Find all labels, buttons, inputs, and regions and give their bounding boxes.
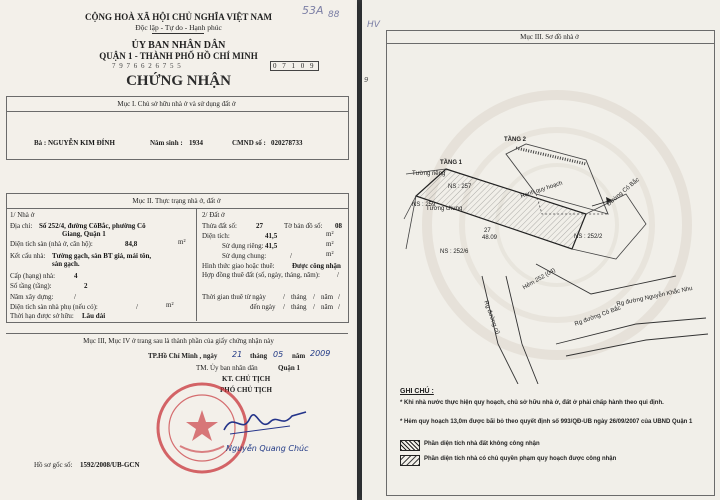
country-header: CỘNG HOÀ XÃ HỘI CHỦ NGHĨA VIỆT NAM <box>85 12 272 22</box>
map-sheet-label: Tờ bản đồ số: <box>284 222 323 230</box>
owner-name: NGUYỄN KIM ĐÍNH <box>48 139 115 147</box>
tm-label: TM. Ủy ban nhân dân <box>196 364 258 372</box>
lease-from-month-label: tháng <box>291 293 307 301</box>
note-2: * Hẻm quy hoạch 13,0m được bãi bỏ theo quyết định số 993/QĐ-UB ngày 26/09/2007 của UBND Quận 1 <box>400 419 693 425</box>
parcel-area: 48.09 <box>482 235 498 241</box>
structure-label: Kết cấu nhà: <box>10 252 46 260</box>
ownership-term-value: Lâu dài <box>82 312 106 320</box>
floor-area-unit: m² <box>178 238 186 246</box>
signer-name: Nguyễn Quang Chúc <box>226 444 309 453</box>
alley-label: Hẻm 252 (04) <box>522 267 557 292</box>
lease-to-year: / <box>338 303 340 311</box>
year-label: Năm xây dựng: <box>10 293 54 301</box>
floors-value: 2 <box>84 282 88 290</box>
structure-value: Tường gạch, sàn BT giả, mái tôn, <box>52 252 152 260</box>
section3-note: Mục III, Mục IV ở trang sau là thành phần của giấy chứng nhận này <box>83 337 274 345</box>
scale-top-label: Ranh quy hoạch <box>520 180 564 200</box>
common-use-value: / <box>290 252 292 260</box>
grade-value: 4 <box>74 272 78 280</box>
address-label: Địa chỉ: <box>10 222 33 230</box>
lease-to-day: / <box>283 303 285 311</box>
private-use-value: 41,5 <box>265 242 278 250</box>
serial-digits: 7 9 7 6 6 2 6 7 5 5 <box>112 62 182 70</box>
lease-contract-label: Hợp đồng thuê đất (số, ngày, tháng, năm): <box>202 271 320 279</box>
motto-underline <box>152 33 204 34</box>
grade-label: Cấp (hạng) nhà: <box>10 272 56 280</box>
certificate-front-page <box>0 0 357 500</box>
map-sheet-value: 08 <box>335 222 342 230</box>
address-value-2: Giang, Quận 1 <box>62 230 106 238</box>
certificate-back-page <box>362 0 720 500</box>
corner-handwritten-note: 53A <box>302 4 324 17</box>
id-number: 020278733 <box>271 139 303 147</box>
land-area-unit: m² <box>326 230 334 238</box>
parcel-number: 27 <box>484 228 491 234</box>
lease-from-day: / <box>283 293 285 301</box>
section3-top-line <box>6 333 348 334</box>
district-name: QUẬN 1 - THÀNH PHỐ HỒ CHÍ MINH <box>99 51 258 61</box>
land-form-label: Hình thức giao hoặc thuê: <box>202 262 275 270</box>
lease-to-label: đến ngày <box>250 303 276 311</box>
birth-year: 1934 <box>189 139 203 147</box>
deputy-chairman: PHÓ CHỦ TỊCH <box>220 386 272 394</box>
parcel-label: Thửa đất số: <box>202 222 237 230</box>
lease-contract-value: / <box>337 271 339 279</box>
wall-private-label: Tường riêng <box>412 171 446 177</box>
common-use-label: Sử dụng chung: <box>222 252 267 260</box>
lease-from-year: / <box>338 293 340 301</box>
lease-from-year-label: năm <box>321 293 334 301</box>
private-use-label: Sử dụng riêng: <box>222 242 264 250</box>
land-form-value: Được công nhận <box>292 262 341 270</box>
alley-side-label: Rg đường cũ <box>482 300 501 336</box>
lot-left-label: NS : 257 <box>448 184 472 190</box>
owner-label: Bà : <box>34 139 47 147</box>
section1-divider <box>6 111 348 112</box>
land-area-value: 41,5 <box>265 232 278 240</box>
shared-area-unit: m² <box>166 301 174 309</box>
issue-day: 21 <box>232 350 243 359</box>
serial-boxed: 0 7 1 0 9 <box>270 61 319 71</box>
corner-handwritten-note-2: 88 <box>328 10 340 20</box>
lease-from-month: / <box>313 293 315 301</box>
house-heading: 1/ Nhà ở <box>10 211 35 219</box>
issue-month-label: tháng <box>250 352 268 360</box>
ownership-term-label: Thời hạn được sở hữu: <box>10 312 74 320</box>
lease-to-month-label: tháng <box>291 303 307 311</box>
issue-year-label: năm <box>292 352 306 360</box>
floor-2-label: TẦNG 2 <box>504 137 527 143</box>
floors-label: Số tầng (tầng): <box>10 282 52 290</box>
legend-swatch-2 <box>400 455 420 466</box>
kt-chairman: KT. CHỦ TỊCH <box>222 375 271 383</box>
lot-right-label: NS : 252/2 <box>574 234 603 240</box>
street-3-label: Rg đường Nguyễn Khắc Nhu <box>616 285 694 308</box>
year-value: / <box>74 293 76 301</box>
motto: Độc lập - Tự do - Hạnh phúc <box>135 23 222 32</box>
house-plan-diagram <box>386 44 713 384</box>
private-use-unit: m² <box>326 240 334 248</box>
registration-number: 1592/2008/UB-GCN <box>80 461 140 469</box>
legend-swatch-1 <box>400 440 420 451</box>
tm-value: Quận 1 <box>278 364 300 372</box>
diagram-heading: Mục III. Sơ đồ nhà ở <box>520 33 579 41</box>
id-label: CMND số : <box>232 139 266 147</box>
issue-month: 05 <box>273 350 284 359</box>
street-1-label: Đường Cô Bắc <box>606 177 641 208</box>
floor-area-label: Diện tích sàn (nhà ở, căn hộ): <box>10 240 93 248</box>
legend-2: Phần diện tích nhà có chủ quyền phạm quy hoạch được công nhận <box>424 456 617 462</box>
legend-1: Phần diện tích nhà đất không công nhận <box>424 441 540 447</box>
margin-number: 9 <box>364 76 369 84</box>
signature <box>220 402 310 440</box>
notes-heading: GHI CHÚ : <box>400 388 434 395</box>
place-date-label: TP.Hồ Chí Minh , ngày <box>148 352 218 360</box>
floor-1-label: TẦNG 1 <box>440 160 463 166</box>
structure-value-2: sàn gạch. <box>52 260 80 268</box>
birth-label: Năm sinh : <box>150 139 183 147</box>
issue-year: 2009 <box>310 349 331 358</box>
shared-area-label: Diện tích sàn nhà phụ (nếu có): <box>10 303 98 311</box>
lease-to-year-label: năm <box>321 303 334 311</box>
corner-handwritten-note: HV <box>367 20 380 30</box>
certificate-title: CHỨNG NHẬN <box>126 73 231 89</box>
section2-divider <box>6 208 348 209</box>
shared-area-value: / <box>136 303 138 311</box>
lot-bottom-label: NS : 252/6 <box>440 249 469 255</box>
land-area-label: Diện tích: <box>202 232 230 240</box>
section2-heading: Mục II. Thực trạng nhà ở, đất ở <box>132 197 221 205</box>
street-2-label: Rg đường Cô Bắc <box>574 305 622 328</box>
section2-column-divider <box>196 208 197 321</box>
land-heading: 2/ Đất ở <box>202 211 225 219</box>
lease-to-month: / <box>313 303 315 311</box>
committee-name: ỦY BAN NHÂN DÂN <box>131 40 226 51</box>
lot-left-2-label: NS : 259 <box>412 202 436 208</box>
lease-from-label: Thời gian thuê từ ngày <box>202 293 266 301</box>
registration-label: Hồ sơ gốc số: <box>34 461 73 469</box>
note-1: * Khi nhà nước thực hiện quy hoạch, chủ sở hữu nhà ở, đất ở phải chấp hành theo qui định. <box>400 400 664 406</box>
wall-shared-label: Tường chung <box>426 206 463 212</box>
parcel-value: 27 <box>256 222 263 230</box>
floor-area-value: 84,8 <box>125 240 138 248</box>
common-use-unit: m² <box>326 250 334 258</box>
address-value: Số 252/4, đường CôBắc, phường Cô <box>39 222 146 230</box>
section1-heading: Mục I. Chủ sở hữu nhà ở và sử dụng đất ở <box>117 100 236 108</box>
